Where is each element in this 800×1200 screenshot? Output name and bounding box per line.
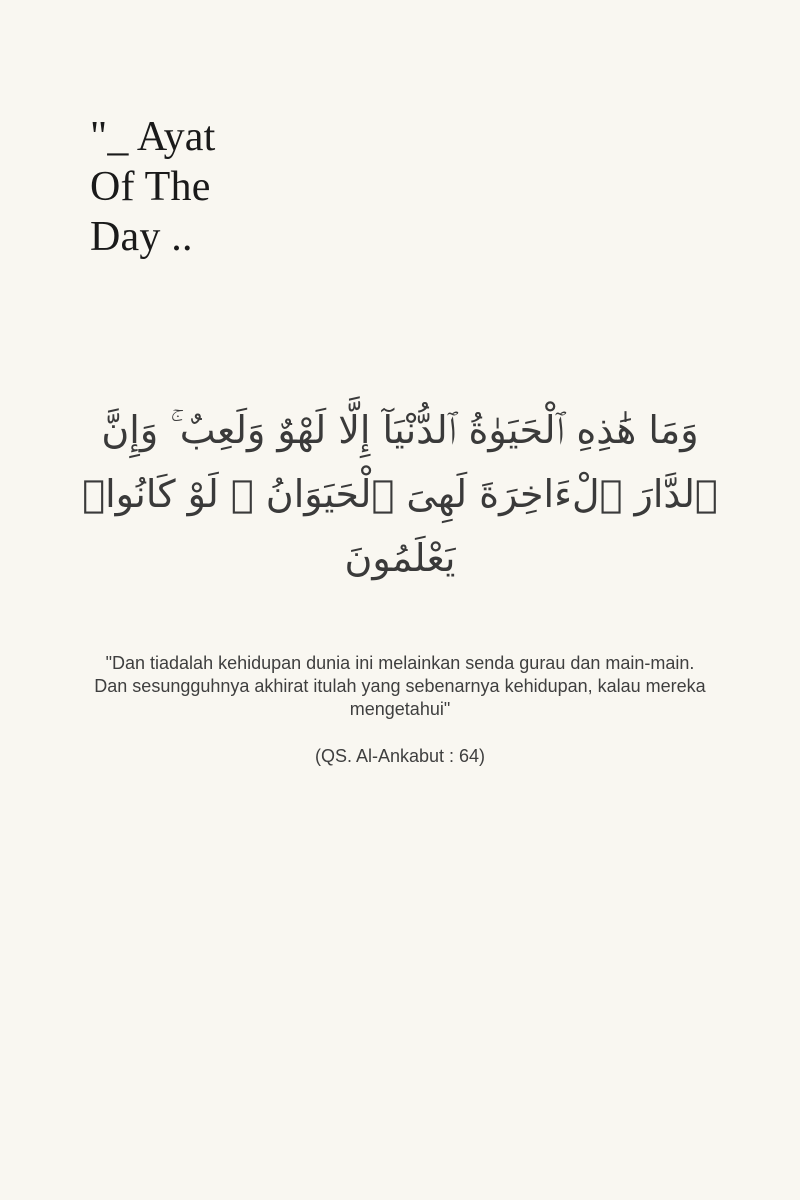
arabic-verse	[60, 398, 740, 590]
page-title	[90, 112, 390, 262]
title-line: Of The	[90, 164, 211, 210]
translation-line: Dan sesungguhnya akhirat itulah yang sebenarnya kehidupan, kalau mereka	[94, 676, 706, 696]
translation-line: "Dan tiadalah kehidupan dunia ini melainkan senda gurau dan main-main.	[105, 653, 695, 673]
title-line: Day ..	[90, 214, 193, 260]
title-line: "_ Ayat	[90, 114, 216, 160]
verse-reference: (QS. Al-Ankabut : 64)	[314, 746, 486, 766]
arabic-verse-line: ٱلدَّارَ ٱلْءَاخِرَةَ لَهِىَ ٱلْحَيَوَانُ ۚ لَوْ كَانُوا۟	[82, 472, 718, 516]
arabic-verse-line: يَعْلَمُونَ	[344, 536, 456, 580]
arabic-verse-line: وَمَا هَٰذِهِ ٱلْحَيَوٰةُ ٱلدُّنْيَآ إِلَّا لَهْوٌ وَلَعِبٌ ۚ وَإِنَّ	[101, 408, 699, 452]
verse-translation	[60, 652, 740, 721]
translation-line: mengetahui"	[349, 699, 451, 719]
